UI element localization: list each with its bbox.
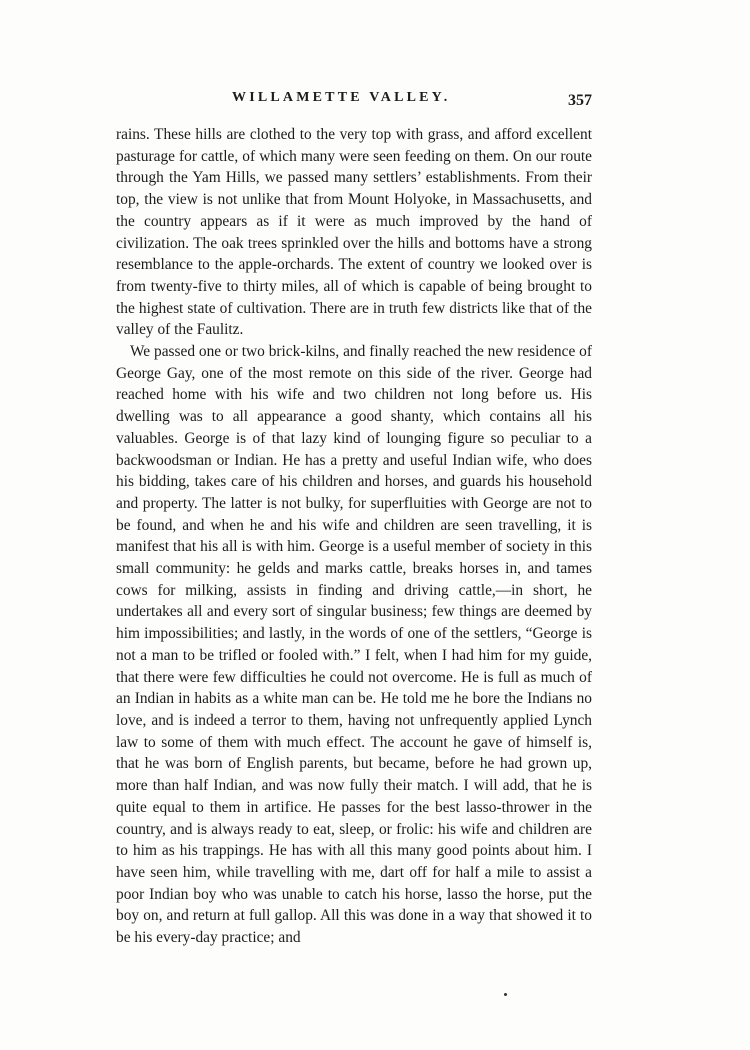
paragraph-george-gay: We passed one or two brick-kilns, and finally reached the new residence of George Gay, one of the most remote on this side of the river. George had reached home with his wife and two children not long before us. His dwelling was to all appearance a good shanty, which contains all his valuables. George is of that lazy kind of lounging figure so peculiar to a backwoodsman or Indian. He has a pretty and useful Indian wife, who does his bidding, takes care of his children and horses, and guards his household and property. The latter is not bulky, for superfluities with George are not to be found, and when he and his wife and children are seen travelling, it is manifest that his all is with him. George is a useful member of society in this small community: he gelds and marks cattle, breaks horses in, and tames cows for milking, assists in finding and driving cattle,—in short, he undertakes all and every sort of singular business; few things are deemed by him impossibilities; and lastly, in the words of one of the settlers, “George is not a man to be trifled or fooled with.” I felt, when I had him for my guide, that there were few difficulties he could not overcome. He is full as much of an Indian in habits as a white man can be. He told me he bore the Indians no love, and is indeed a terror to them, having not unfrequently applied Lynch law to some of them with much effect. The account he gave of himself is, that he was born of English parents, but became, before he had grown up, more than half Indian, and was now fully their match. I will add, that he is quite equal to them in artifice. He passes for the best lasso-thrower in the country, and is always ready to eat, sleep, or frolic: his wife and children are to him as his trappings. He has with all this many good points about him. I have seen him, while travelling with me, dart off for half a mile to assist a poor Indian boy who was unable to catch his horse, lasso the horse, put the boy on, and return at full gallop. All this was done in a way that showed it to be his every-day practice; and [116, 343, 592, 947]
page-number: 357 [568, 92, 592, 109]
print-speck [504, 993, 507, 996]
body-text [116, 124, 592, 949]
running-head [116, 90, 592, 114]
paragraph-continued: rains. These hills are clothed to the very top with grass, and afford excellent pasturage for cattle, of which many were seen feeding on them. On our route through the Yam Hills, we passed many settlers’ establishments. From their top, the view is not unlike that from Mount Holyoke, in Massachusetts, and the country appears as if it were as much improved by the hand of civilization. The oak trees sprinkled over the hills and bottoms have a strong resemblance to the apple-orchards. The extent of country we looked over is from twenty-five to thirty miles, all of which is capable of being brought to the highest state of cultivation. There are in truth few districts like that of the valley of the Faulitz. [116, 126, 592, 339]
running-title: WILLAMETTE VALLEY. [232, 90, 451, 105]
